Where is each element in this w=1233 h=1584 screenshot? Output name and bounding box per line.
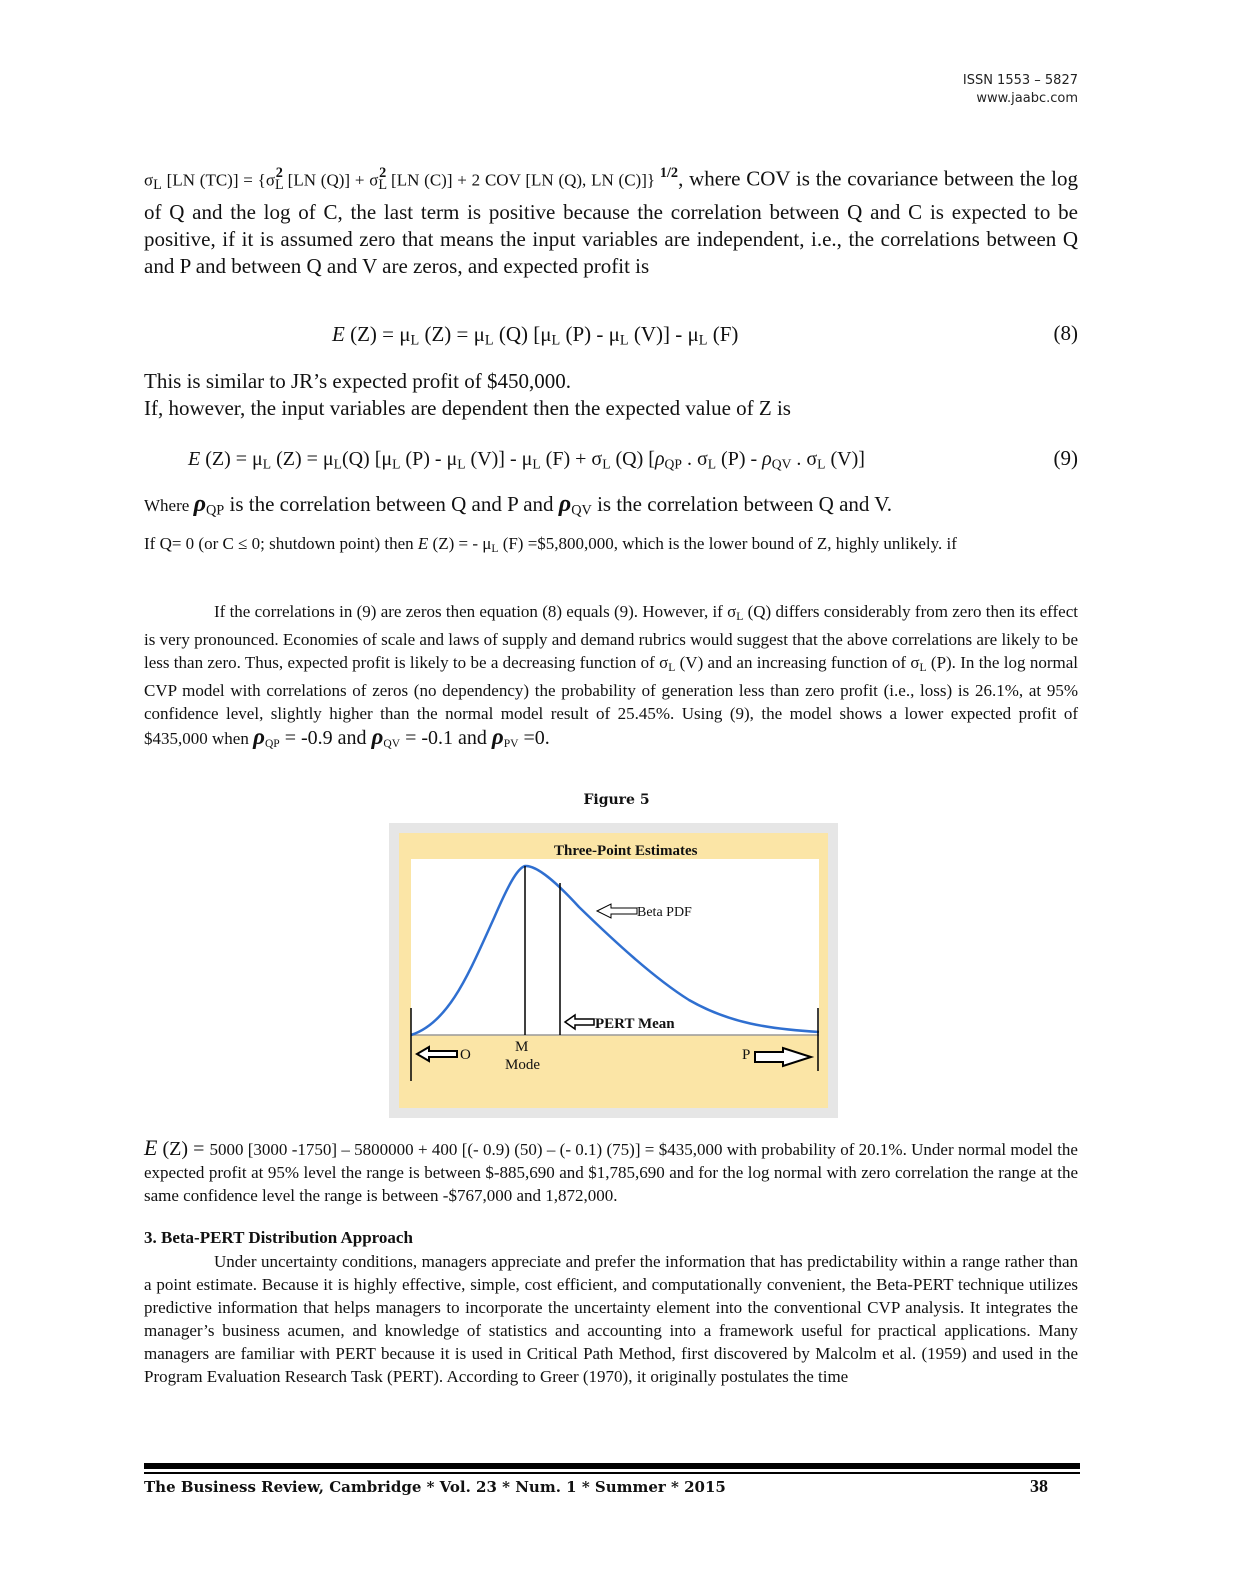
- equation-9: [188, 446, 865, 477]
- mode-label: Mode: [505, 1057, 540, 1073]
- text-run: (V) and an increasing function of σ: [675, 652, 920, 672]
- text-run: If Q= 0 (or C ≤ 0; shutdown point) then: [144, 534, 418, 553]
- subscript: L: [262, 456, 272, 472]
- footer-journal: The Business Review, Cambridge * Vol. 23 * Num. 1 * Summer * 2015: [144, 1478, 726, 1496]
- math-run: . σ: [791, 448, 818, 470]
- text-run: (Z) =: [157, 1138, 210, 1160]
- o-label: O: [460, 1047, 471, 1063]
- figure-caption: Figure 5: [583, 792, 650, 808]
- subscript: L: [736, 609, 744, 623]
- subscript: L: [378, 177, 388, 194]
- math-run: (P) - μ: [400, 448, 458, 470]
- subscript: L: [551, 332, 561, 349]
- subscript: L: [484, 332, 494, 349]
- paragraph-expected-profit: [144, 1136, 1078, 1207]
- text-run: [LN (TC)] = {σ: [161, 170, 276, 190]
- math-run: . σ: [681, 448, 708, 470]
- math-run: (V)] - μ: [465, 448, 533, 470]
- subscript: QV: [571, 502, 592, 519]
- plot-area: [411, 859, 819, 1035]
- superscript: 1/2: [659, 165, 679, 181]
- equation-number-9: (9): [1053, 446, 1078, 470]
- superscript: 2: [379, 165, 387, 181]
- rho-symbol: ρ: [491, 723, 504, 749]
- math-run: (Q) [μ: [341, 448, 393, 470]
- subscript: QP: [664, 456, 682, 472]
- subscript: L: [602, 456, 611, 472]
- figure-title: Three-Point Estimates: [554, 843, 698, 859]
- paragraph-sigma-tc: [144, 160, 1078, 280]
- subscript: L: [698, 332, 708, 349]
- math-run: (F): [707, 322, 739, 346]
- subscript: L: [392, 456, 401, 472]
- math-var: E: [144, 1135, 158, 1160]
- math-run: (F) + σ: [540, 448, 603, 470]
- subscript: L: [707, 456, 717, 472]
- text-run: Where: [144, 496, 194, 515]
- subscript: QV: [383, 736, 401, 750]
- text-run: Under uncertainty conditions, managers appreciate and prefer the information that has predictability within a range rather than a point estimate. Because it is highly effective, simple, cost efficient, and computationally convenient, the Beta-PERT technique utilizes predictive information that helps managers to incorporate the uncertainty element into the conventional CVP analysis. It integrates the manager’s business acumen, and knowledge of statistics and accounting into a framework useful for practical applications. Many managers are familiar with PERT because it is used in Critical Path Method, first discovered by Malcolm et al. (1959) and used in the Program Evaluation Research Task (PERT). According to Greer (1970), it originally postulates the time: [144, 1252, 1078, 1386]
- text-run: is the correlation between Q and P and: [224, 492, 559, 516]
- math-run: (Z) = μ: [200, 448, 263, 470]
- footer-rule-thin: [144, 1472, 1080, 1474]
- subscript: QP: [264, 736, 280, 750]
- text-run: (F) =$5,800,000, which is the lower bound of Z, highly unlikely. if: [498, 534, 957, 553]
- subscript: L: [491, 541, 499, 555]
- page-number: 38: [1030, 1476, 1048, 1496]
- beta-pdf-label: Beta PDF: [637, 905, 692, 920]
- math-run: (Z) = μ: [419, 322, 485, 346]
- math-run: (V)] - μ: [628, 322, 699, 346]
- subscript: PV: [503, 736, 519, 750]
- math-run: (Q) [μ: [493, 322, 552, 346]
- math-var: E: [332, 322, 345, 346]
- running-header: [963, 72, 1078, 108]
- text-run: 5000 [3000 -1750] – 5800000 + 400 [(- 0.9) (50) – (- 0.1) (75)] = $435,000 with probability of 20.1%. Under normal model the expected profit at 95% level the range is between $-885,690 and $1,785,690 and for the log normal with zero correlation the range at the same confidence level the range is between -$767,000 and 1,872,000.: [144, 1140, 1078, 1205]
- issn: ISSN 1553 – 5827: [962, 73, 1078, 88]
- text-run: If the correlations in (9) are zeros then equation (8) equals (9). However, if σ: [214, 602, 737, 621]
- math-run: (Z) = μ: [271, 448, 334, 470]
- subscript: QP: [206, 502, 225, 519]
- subscript: L: [919, 660, 927, 674]
- section-heading: 3. Beta-PERT Distribution Approach: [144, 1228, 413, 1247]
- math-var: E: [417, 534, 429, 553]
- subscript: L: [619, 332, 629, 349]
- math-var: E: [188, 448, 201, 470]
- subscript: L: [817, 456, 826, 472]
- text-run: =0.: [518, 726, 550, 749]
- rho-symbol: ρ: [371, 723, 384, 749]
- subscript: QV: [771, 456, 792, 472]
- math-run: (V)]: [825, 448, 865, 470]
- section-body: [144, 1250, 1078, 1388]
- subscript: L: [275, 177, 284, 194]
- footer-rule-thick: [144, 1463, 1080, 1469]
- subscript: L: [333, 456, 342, 472]
- math-run: (P) - μ: [560, 322, 620, 346]
- text-line: This is similar to JR’s expected profit of $450,000.: [144, 369, 571, 393]
- subscript: L: [457, 456, 466, 472]
- text-run: , where COV is the covariance between the log of Q and the log of C, the last term is positive because the correlation between Q and C is expected to be positive, if it is assumed zero that means the input variables are independent, i.e., the correlations between Q and P and between Q and V are zeros, and expected profit is: [144, 166, 1078, 279]
- text-run: [LN (Q)] + σ: [282, 170, 379, 190]
- journal-url[interactable]: www.jaabc.com: [976, 91, 1078, 106]
- text-run: = -0.1 and: [400, 726, 492, 749]
- math-run: (P) -: [716, 448, 763, 470]
- rho-symbol: ρ: [654, 448, 665, 470]
- text-run: (Z) = - μ: [428, 534, 492, 553]
- equation-number-8: (8): [1053, 321, 1078, 345]
- text-run: (Q) differs considerably from zero then its effect is very pronounced. Economies of scale and laws of supply and demand rubrics would suggest that the above correlations are likely to be less than zero. Thus, expected profit is likely to be a decreasing function of σ: [144, 602, 1078, 672]
- subscript: L: [532, 456, 541, 472]
- equation-8: [332, 321, 738, 355]
- text-run: [LN (C)] + 2 COV [LN (Q), LN (C)]}: [386, 170, 660, 190]
- paragraph-where: [144, 490, 1078, 525]
- paragraph-shutdown: [144, 532, 1078, 560]
- paragraph-correlations: [144, 600, 1078, 755]
- text-run: σ: [144, 170, 154, 190]
- p-label: P: [742, 1047, 751, 1063]
- rho-symbol: ρ: [253, 723, 265, 749]
- figure-graphic: [389, 823, 838, 1118]
- text-run: = -0.9 and: [279, 726, 372, 749]
- m-label: M: [515, 1039, 529, 1055]
- subscript: L: [668, 660, 676, 674]
- math-run: (Z) = μ: [344, 322, 411, 346]
- superscript: 2: [275, 165, 283, 181]
- math-run: (Q) [: [610, 448, 655, 470]
- pert-mean-label: PERT Mean: [595, 1016, 675, 1032]
- text-line: If, however, the input variables are dependent then the expected value of Z is: [144, 396, 791, 420]
- rho-symbol: ρ: [193, 490, 206, 517]
- subscript: L: [410, 332, 420, 349]
- text-run: is the correlation between Q and V.: [591, 492, 892, 516]
- subscript: L: [153, 177, 162, 194]
- rho-symbol: ρ: [762, 448, 772, 470]
- paragraph-jr-profit: [144, 368, 1078, 422]
- rho-symbol: ρ: [558, 490, 572, 517]
- text-run: (P). In the log normal CVP model with correlations of zeros (no dependency) the probability of generation less than zero profit (i.e., loss) is 26.1%, at 95% confidence level, slightly higher than the normal model result of 25.45%. Using (9), the model shows a lower expected profit of $435,000 when: [144, 652, 1078, 748]
- figure-three-point-estimates: [389, 823, 838, 1118]
